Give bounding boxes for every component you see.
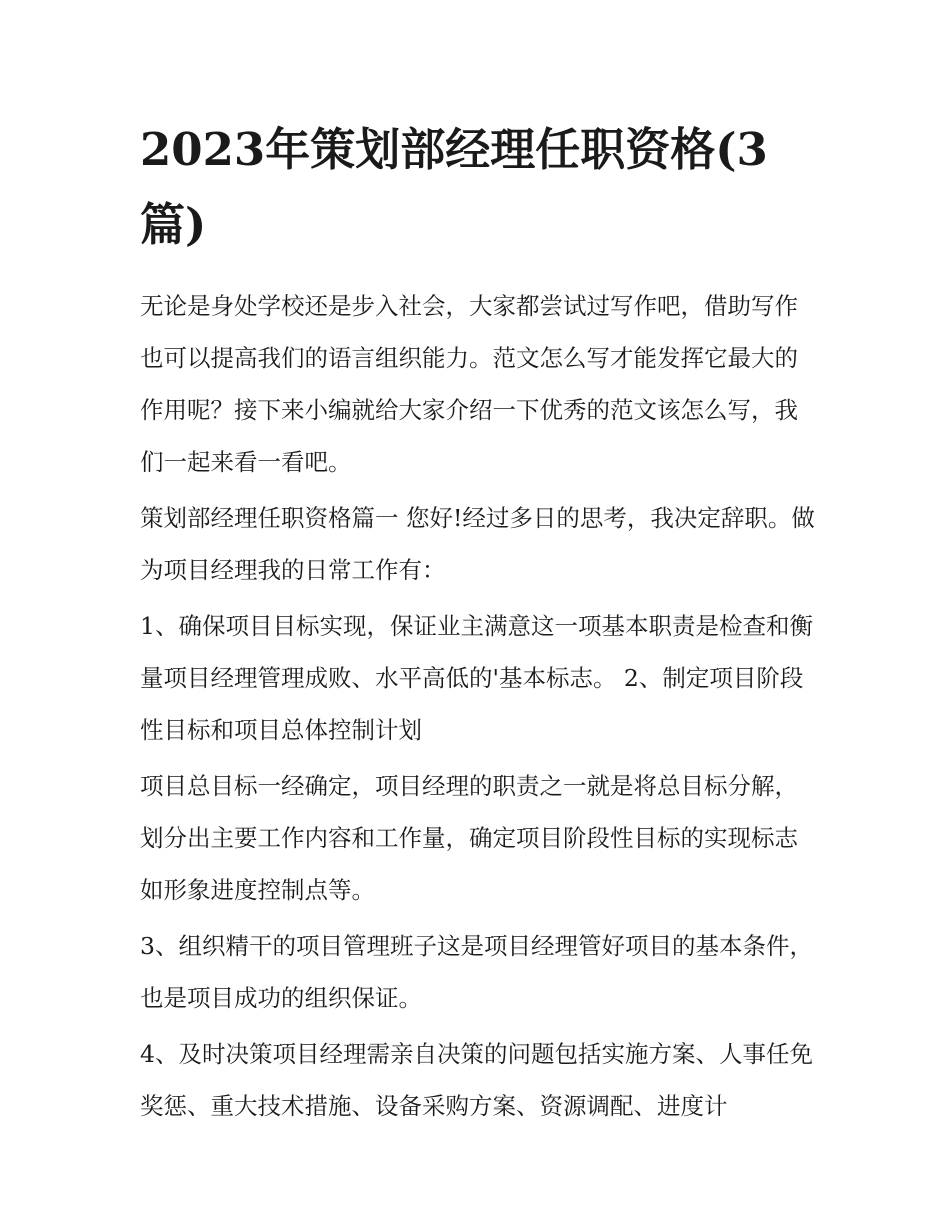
paragraph-item-4: 4、及时决策项目经理需亲自决策的问题包括实施方案、人事任免奖惩、重大技术措施、设备采购方案、资源调配、进度计 <box>140 1040 813 1120</box>
paragraph-resignation: 策划部经理任职资格篇一 您好!经过多日的思考，我决定辞职。做为项目经理我的日常工作有： <box>140 504 815 584</box>
paragraph-intro: 无论是身处学校还是步入社会，大家都尝试过写作吧，借助写作也可以提高我们的语言组织能力。范文怎么写才能发挥它最大的作用呢？接下来小编就给大家介绍一下优秀的范文该怎么写，我们一起来看一看吧。 <box>140 292 798 476</box>
paragraph-item-1: 1、确保项目目标实现，保证业主满意这一项基本职责是检查和衡量项目经理管理成败、水平高低的'基本标志。 2、制定项目阶段性目标和项目总体控制计划 <box>140 612 813 744</box>
paragraph-goal-breakdown: 项目总目标一经确定，项目经理的职责之一就是将总目标分解，划分出主要工作内容和工作量，确定项目阶段性目标的实现标志如形象进度控制点等。 <box>140 772 798 904</box>
document-title: 2023年策划部经理任职资格(3篇) <box>140 123 768 251</box>
document-body <box>140 280 816 1132</box>
paragraph-item-3: 3、组织精干的项目管理班子这是项目经理管好项目的基本条件，也是项目成功的组织保证。 <box>140 932 813 1012</box>
document-content <box>140 112 816 1136</box>
